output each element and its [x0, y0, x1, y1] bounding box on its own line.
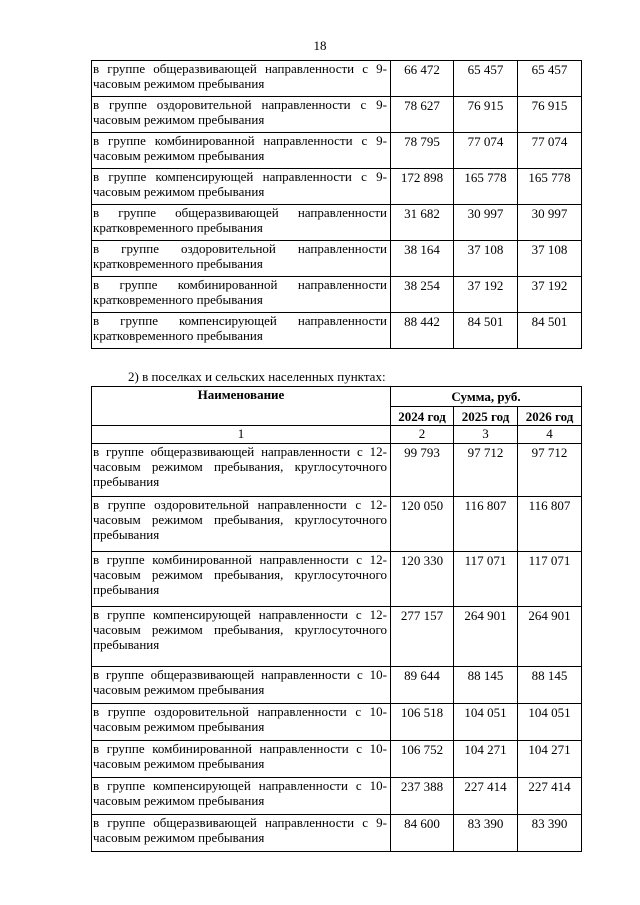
table-row — [92, 667, 582, 704]
value-2026: 227 414 — [518, 778, 582, 815]
table-row — [92, 741, 582, 778]
table-row — [92, 205, 582, 241]
value-2025: 83 390 — [454, 815, 518, 852]
table-row — [92, 61, 582, 97]
header-year-2024: 2024 год — [391, 407, 454, 426]
value-2024: 120 050 — [391, 497, 454, 552]
row-name: в группе общеразвивающей направленности кратковременного пребывания — [92, 205, 391, 241]
value-2026: 84 501 — [518, 313, 582, 349]
value-2025: 117 071 — [454, 552, 518, 607]
row-name: в группе оздоровительной направленности с 10-часовым режимом пребывания — [92, 704, 391, 741]
table-row — [92, 815, 582, 852]
value-2025: 104 271 — [454, 741, 518, 778]
value-2024: 106 752 — [391, 741, 454, 778]
table-row — [92, 241, 582, 277]
row-name: в группе компенсирующей направленности кратковременного пребывания — [92, 313, 391, 349]
value-2024: 88 442 — [391, 313, 454, 349]
value-2025: 116 807 — [454, 497, 518, 552]
value-2024: 84 600 — [391, 815, 454, 852]
value-2025: 37 108 — [454, 241, 518, 277]
table-row — [92, 444, 582, 497]
value-2025: 76 915 — [454, 97, 518, 133]
value-2026: 264 901 — [518, 607, 582, 667]
row-name: в группе оздоровительной направленности с 12-часовым режимом пребывания, круглосуточного пребывания — [92, 497, 391, 552]
table-row — [92, 133, 582, 169]
value-2024: 106 518 — [391, 704, 454, 741]
value-2026: 116 807 — [518, 497, 582, 552]
value-2025: 104 051 — [454, 704, 518, 741]
cost-table-settlements — [91, 386, 582, 852]
value-2026: 104 051 — [518, 704, 582, 741]
table-row — [92, 778, 582, 815]
value-2025: 264 901 — [454, 607, 518, 667]
value-2026: 76 915 — [518, 97, 582, 133]
value-2024: 78 795 — [391, 133, 454, 169]
row-name: в группе оздоровительной направленности кратковременного пребывания — [92, 241, 391, 277]
row-name: в группе компенсирующей направленности с 10-часовым режимом пребывания — [92, 778, 391, 815]
column-number: 1 — [92, 426, 391, 444]
value-2024: 99 793 — [391, 444, 454, 497]
value-2025: 37 192 — [454, 277, 518, 313]
page-number: 18 — [313, 38, 327, 53]
row-name: в группе общеразвивающей направленности с 12-часовым режимом пребывания, круглосуточного пребывания — [92, 444, 391, 497]
value-2026: 37 108 — [518, 241, 582, 277]
value-2024: 120 330 — [391, 552, 454, 607]
row-name: в группе комбинированной направленности с 10-часовым режимом пребывания — [92, 741, 391, 778]
value-2024: 277 157 — [391, 607, 454, 667]
value-2024: 38 254 — [391, 277, 454, 313]
value-2026: 30 997 — [518, 205, 582, 241]
value-2026: 88 145 — [518, 667, 582, 704]
value-2025: 165 778 — [454, 169, 518, 205]
value-2025: 77 074 — [454, 133, 518, 169]
value-2024: 172 898 — [391, 169, 454, 205]
row-name: в группе компенсирующей направленности с 12-часовым режимом пребывания, круглосуточного пребывания — [92, 607, 391, 667]
table-row — [92, 277, 582, 313]
row-name: в группе комбинированной направленности кратковременного пребывания — [92, 277, 391, 313]
value-2024: 31 682 — [391, 205, 454, 241]
row-name: в группе компенсирующей направленности с 9-часовым режимом пребывания — [92, 169, 391, 205]
row-name: в группе общеразвивающей направленности с 9-часовым режимом пребывания — [92, 815, 391, 852]
value-2026: 65 457 — [518, 61, 582, 97]
value-2024: 38 164 — [391, 241, 454, 277]
value-2024: 237 388 — [391, 778, 454, 815]
value-2025: 84 501 — [454, 313, 518, 349]
value-2026: 77 074 — [518, 133, 582, 169]
value-2025: 30 997 — [454, 205, 518, 241]
row-name: в группе общеразвивающей направленности с 9-часовым режимом пребывания — [92, 61, 391, 97]
value-2025: 88 145 — [454, 667, 518, 704]
row-name: в группе комбинированной направленности с 9-часовым режимом пребывания — [92, 133, 391, 169]
table-row — [92, 607, 582, 667]
cost-table-continued — [91, 60, 582, 349]
header-row — [92, 387, 582, 407]
value-2024: 66 472 — [391, 61, 454, 97]
table-row — [92, 704, 582, 741]
value-2025: 65 457 — [454, 61, 518, 97]
value-2026: 97 712 — [518, 444, 582, 497]
column-number: 4 — [518, 426, 582, 444]
table-row — [92, 552, 582, 607]
header-sum: Сумма, руб. — [391, 387, 582, 407]
header-year-2025: 2025 год — [454, 407, 518, 426]
value-2025: 227 414 — [454, 778, 518, 815]
header-name: Наименование — [92, 387, 391, 426]
table-row — [92, 313, 582, 349]
column-number: 3 — [454, 426, 518, 444]
table-row — [92, 97, 582, 133]
row-name: в группе оздоровительной направленности с 9-часовым режимом пребывания — [92, 97, 391, 133]
header-year-2026: 2026 год — [518, 407, 582, 426]
value-2026: 83 390 — [518, 815, 582, 852]
row-name: в группе общеразвивающей направленности с 10-часовым режимом пребывания — [92, 667, 391, 704]
column-number-row — [92, 426, 582, 444]
value-2024: 78 627 — [391, 97, 454, 133]
column-number: 2 — [391, 426, 454, 444]
value-2024: 89 644 — [391, 667, 454, 704]
value-2026: 117 071 — [518, 552, 582, 607]
row-name: в группе комбинированной направленности с 12-часовым режимом пребывания, круглосуточного пребывания — [92, 552, 391, 607]
value-2026: 37 192 — [518, 277, 582, 313]
value-2026: 165 778 — [518, 169, 582, 205]
value-2026: 104 271 — [518, 741, 582, 778]
table-row — [92, 169, 582, 205]
table-row — [92, 497, 582, 552]
section-caption: 2) в поселках и сельских населенных пунктах: — [128, 369, 386, 384]
value-2025: 97 712 — [454, 444, 518, 497]
